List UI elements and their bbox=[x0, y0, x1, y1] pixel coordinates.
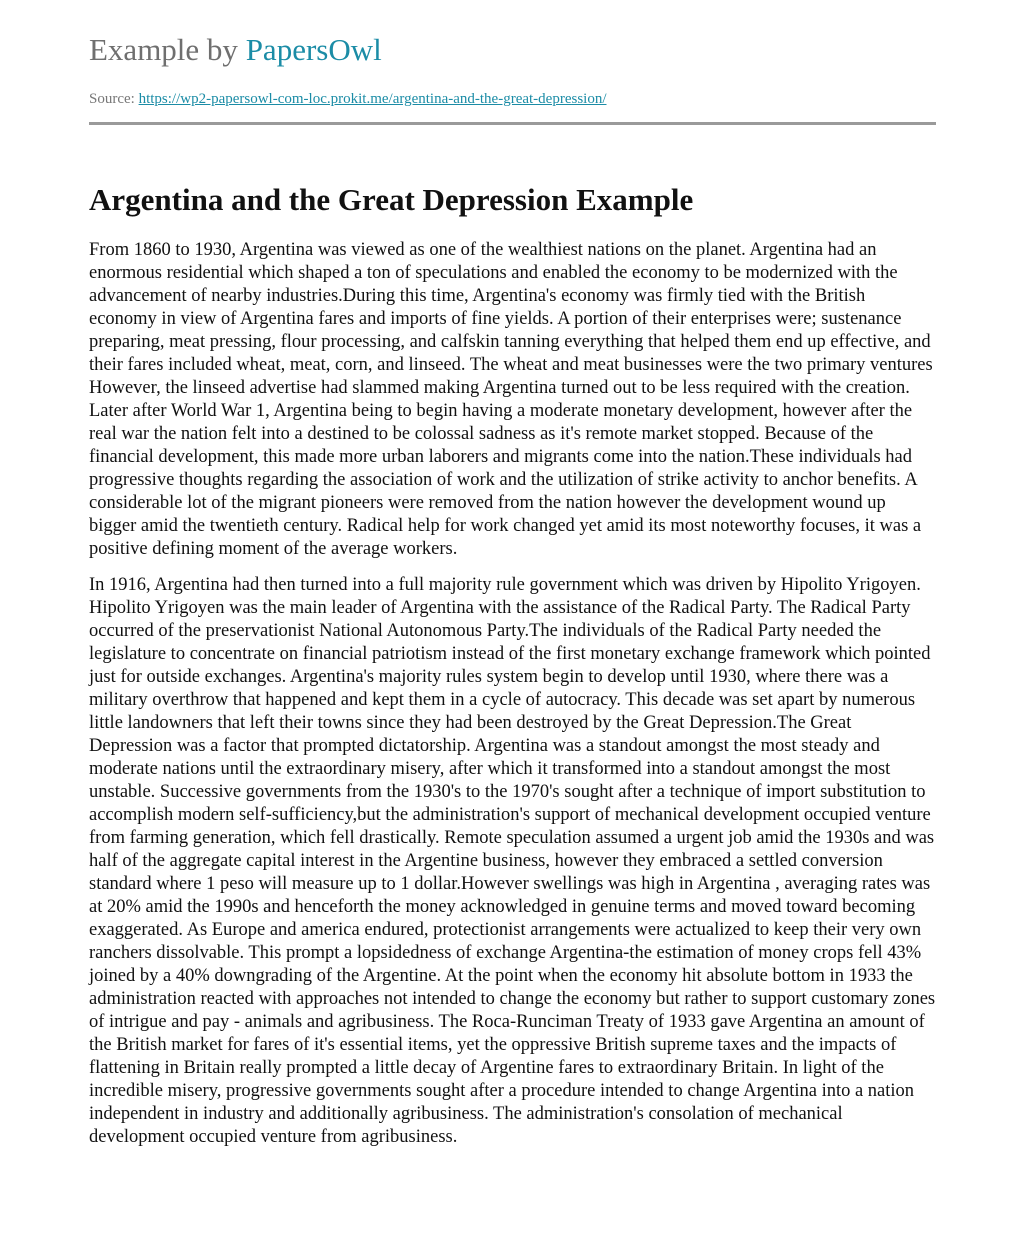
page-title: Argentina and the Great Depression Example bbox=[89, 182, 694, 217]
paragraph: From 1860 to 1930, Argentina was viewed as one of the wealthiest nations on the planet. Argentina had an enormous residential which shaped a ton of speculations and enabled the economy to be modernized with the advancement of nearby industries.During this time, Argentina's economy was firmly tied with the British economy in view of Argentina fares and imports of fine yields. A portion of their enterprises were; sustenance preparing, meat pressing, flour processing, and calfskin tanning everything that helped them end up effective, and their fares included wheat, meat, corn, and linseed. The wheat and meat businesses were the two primary ventures However, the linseed advertise had slammed making Argentina turned out to be less required with the creation. Later after World War 1, Argentina being to begin having a moderate monetary development, however after the real war the nation felt into a destined to be colossal sadness as it's remote market stopped. Because of the financial development, this made more urban laborers and migrants come into the nation.These individuals had progressive thoughts regarding the association of work and the utilization of strike activity to anchor benefits. A considerable lot of the migrant pioneers were removed from the nation however the development wound up bigger amid the twentieth century. Radical help for work changed yet amid its most noteworthy focuses, it was a positive defining moment of the average workers. bbox=[89, 240, 933, 559]
source-label: Source: bbox=[89, 91, 139, 107]
brand-header bbox=[89, 30, 382, 70]
header-divider bbox=[89, 122, 936, 125]
brand-name-link[interactable]: PapersOwl bbox=[245, 32, 382, 67]
source-line bbox=[89, 89, 607, 109]
brand-prefix: Example by bbox=[89, 32, 246, 67]
source-link[interactable]: https://wp2-papersowl-com-loc.prokit.me/argentina-and-the-great-depression/ bbox=[138, 91, 607, 107]
paragraph: In 1916, Argentina had then turned into a full majority rule government which was driven by Hipolito Yrigoyen. Hipolito Yrigoyen was the main leader of Argentina with the assistance of the Radical Party. The Radical Party occurred of the preservationist National Autonomous Party.The individuals of the Radical Party needed the legislature to concentrate on financial patriotism instead of the first monetary exchange framework which pointed just for outside exchanges. Argentina's majority rules system begin to develop until 1930, where there was a military overthrow that happened and kept them in a cycle of autocracy. This decade was set apart by numerous little landowners that left their towns since they had been destroyed by the Great Depression.The Great Depression was a factor that prompted dictatorship. Argentina was a standout amongst the most steady and moderate nations until the extraordinary misery, after which it transformed into a standout amongst the most unstable. Successive governments from the 1930's to the 1970's sought after a technique of import substitution to accomplish modern self-sufficiency,but the administration's support of mechanical development occupied venture from farming generation, which fell drastically. Remote speculation assumed a urgent job amid the 1930s and was half of the aggregate capital interest in the Argentine business, however they embraced a settled conversion standard where 1 peso will measure up to 1 dollar.However swellings was high in Argentina , averaging rates was at 20% amid the 1990s and henceforth the money acknowledged in genuine terms and moved toward becoming exaggerated. As Europe and america endured, protectionist arrangements were actualized to keep their very own ranchers dissolvable. This prompt a lopsidedness of exchange Argentina-the estimation of money crops fell 43% joined by a 40% downgrading of the Argentine. At the point when the economy hit absolute bottom in 1933 the administration reacted with approaches not intended to change the economy but rather to support customary zones of intrigue and pay - animals and agribusiness. The Roca-Runciman Treaty of 1933 gave Argentina an amount of the British market for fares of it's essential items, yet the oppressive British supreme taxes and the impacts of flattening in Britain really prompted a little decay of Argentine fares to extraordinary Britain. In light of the incredible misery, progressive governments sought after a procedure intended to change Argentina into a nation independent in industry and additionally agribusiness. The administration's consolation of mechanical development occupied venture from agribusiness. bbox=[89, 575, 936, 1147]
article-body bbox=[89, 239, 936, 1162]
